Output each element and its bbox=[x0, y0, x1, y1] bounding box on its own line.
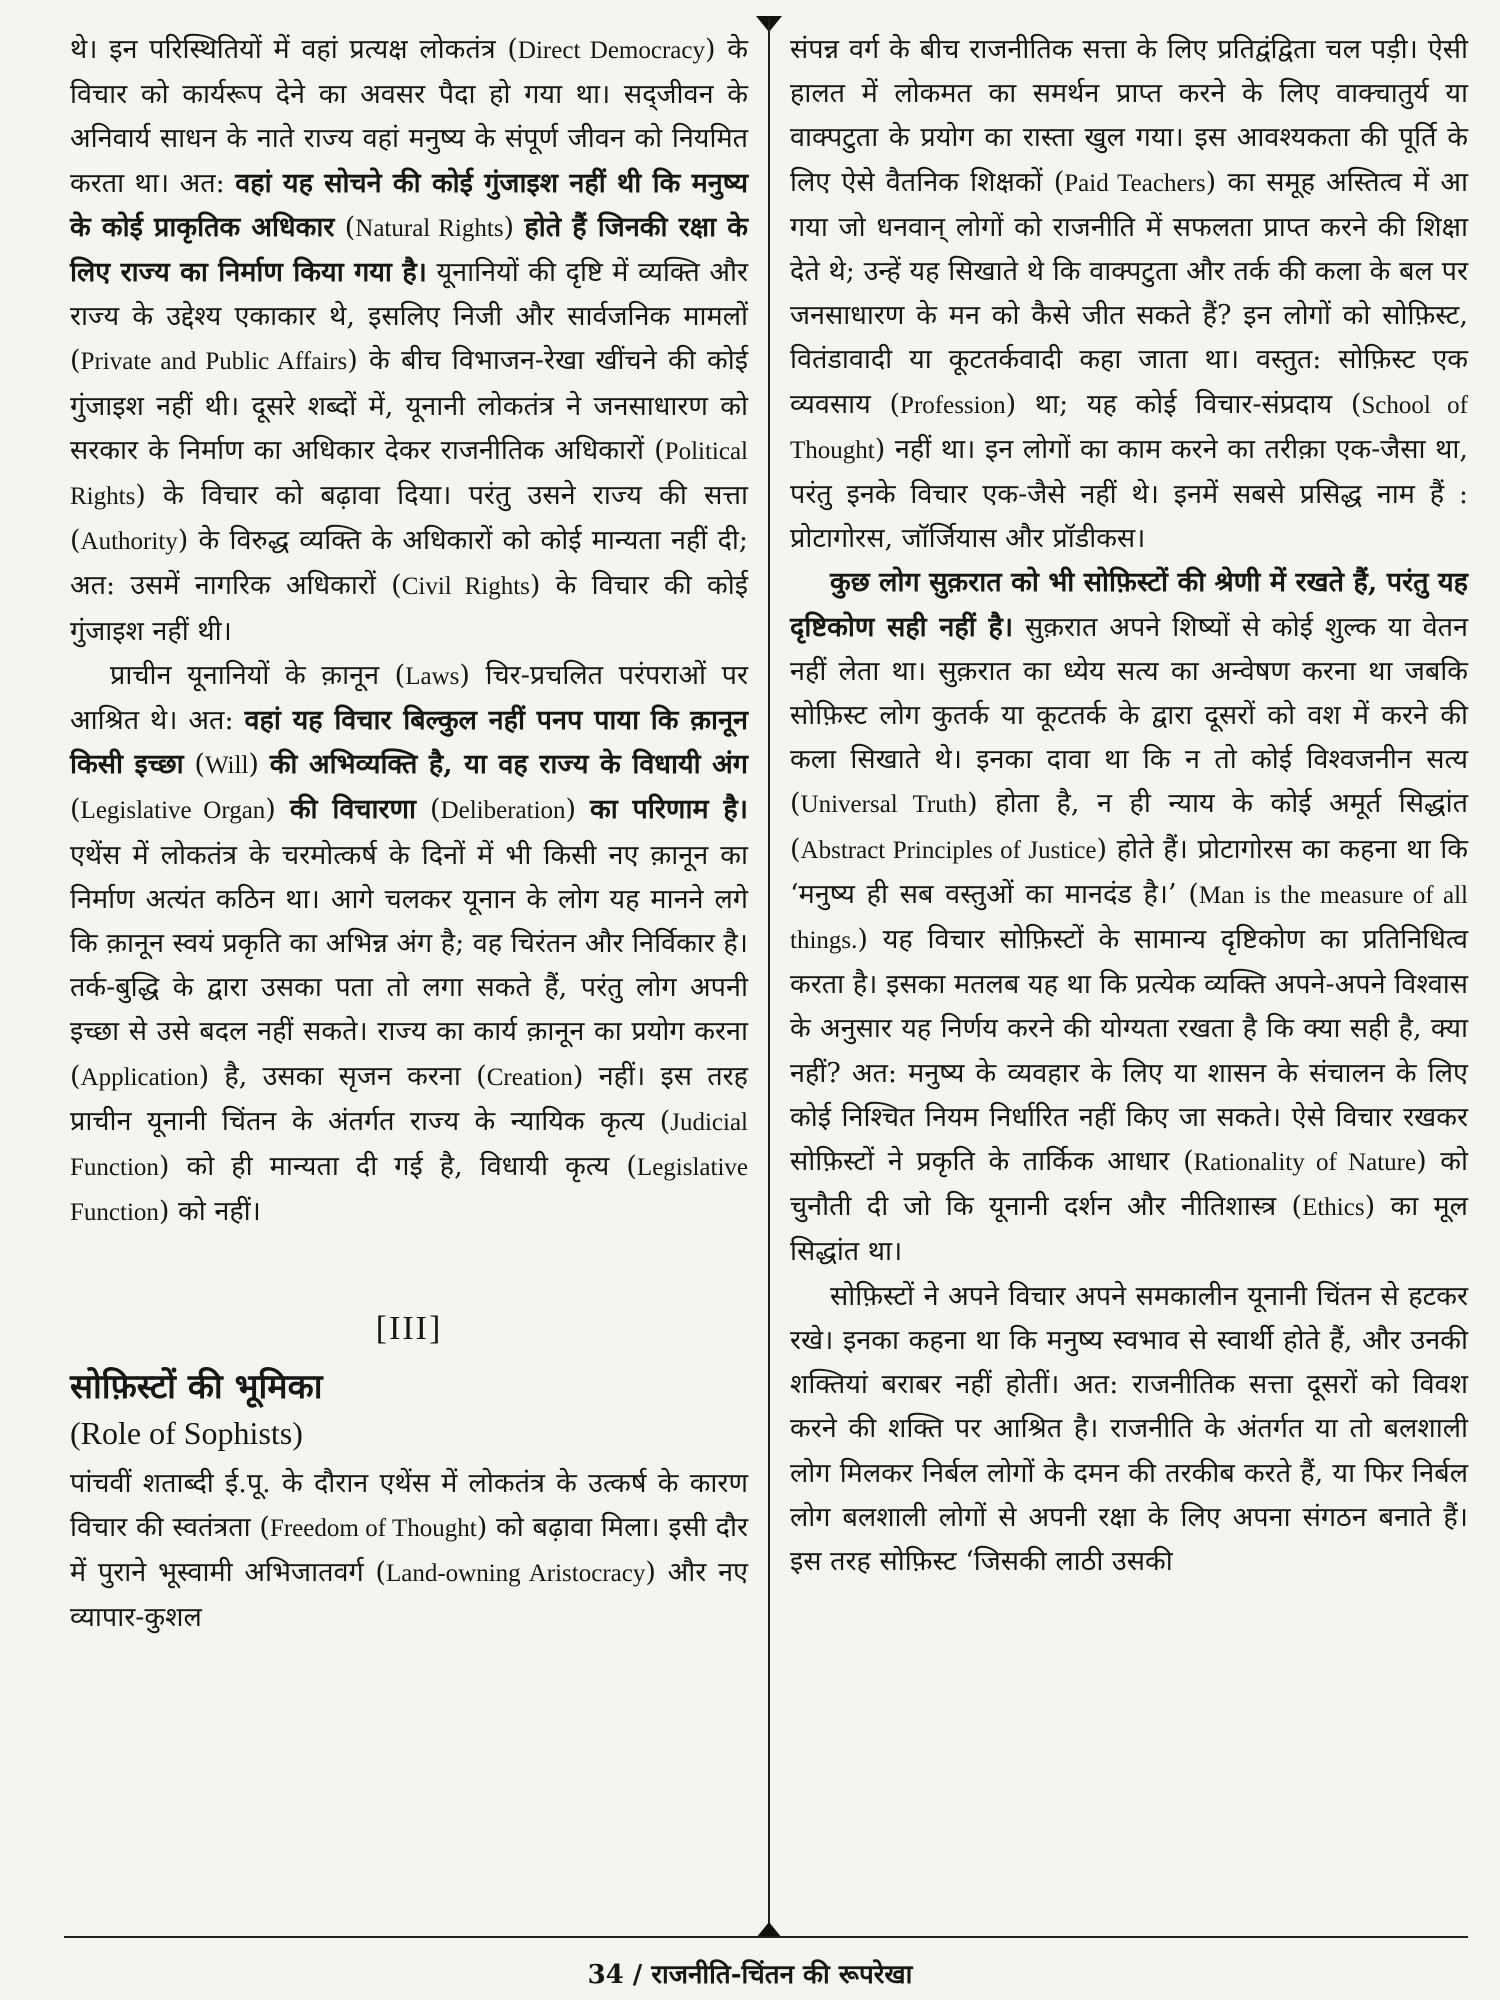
text-run: ) का समूह अस्तित्व में आ गया जो धनवान् लोगों को राजनीति में सफलता प्राप्त करने की शिक्षा देते थे; उन्हें यह सिखाते थे कि वाक्पटुता और तर्क की कला के बल पर जनसाधारण के मन को कैसे जीत सकते हैं? इन लोगों को सोफ़िस्ट, वितंडावादी या कूटतर्कवादी कहा जाता था। वस्तुत: सोफ़िस्ट एक व्यवसाय ( bbox=[790, 166, 1468, 420]
english-term: Deliberation bbox=[440, 797, 566, 825]
english-term: Universal Truth bbox=[800, 791, 968, 819]
english-term: Ethics bbox=[1302, 1194, 1365, 1222]
text-run: संपन्न वर्ग के बीच राजनीतिक सत्ता के लिए प्रतिद्वंद्विता चल पड़ी। ऐसी हालत में लोकमत का समर्थन प्राप्त करने के लिए वाक्चातुर्य या वाक्पटुता के प्रयोग का रास्ता खुल गया। इस आवश्यकता की पूर्ति के लिए ऐसे वैतनिक शिक्षकों ( bbox=[790, 34, 1468, 198]
text-run: ) था; यह कोई विचार-संप्रदाय ( bbox=[1005, 388, 1362, 420]
left-column bbox=[70, 28, 748, 1641]
text-run: ( bbox=[334, 211, 356, 243]
bold-text: का परिणाम है। bbox=[590, 794, 748, 826]
text-run: ) को नहीं। bbox=[158, 1196, 261, 1228]
english-term: Freedom of Thought bbox=[269, 1514, 477, 1542]
text-run: ( bbox=[70, 794, 81, 826]
english-term: Rationality of Nature bbox=[1193, 1149, 1417, 1177]
page-footer: 34 / राजनीति-चिंतन की रूपरेखा bbox=[587, 1960, 913, 1990]
text-run: ) होते हैं। प्रोटागोरस का कहना था कि ‘मनुष्य ही सब वस्तुओं का मानदंड है।’ ( bbox=[790, 833, 1468, 910]
english-term: School of Thought bbox=[790, 391, 1468, 464]
text-run: ) होता है, न ही न्याय के कोई अमूर्त सिद्धांत ( bbox=[790, 788, 1468, 865]
english-term: Paid Teachers bbox=[1064, 169, 1206, 197]
bold-text: होते हैं जिनकी रक्षा के लिए राज्य का निर्माण किया गया है। bbox=[70, 211, 748, 289]
text-run: ) नहीं। इस तरह प्राचीन यूनानी चिंतन के अंतर्गत राज्य के न्यायिक कृत्य ( bbox=[70, 1060, 748, 1137]
paragraph bbox=[790, 561, 1468, 1274]
text-run: ( bbox=[416, 794, 441, 826]
text-run: ) और नए व्यापार-कुशल bbox=[70, 1557, 748, 1634]
text-run: ) के बीच विभाजन-रेखा खींचने की कोई गुंजाइश नहीं थी। दूसरे शब्दों में, यूनानी लोकतंत्र ने जनसाधारण को सरकार के निर्माण का अधिकार देकर राजनीतिक अधिकारों ( bbox=[70, 345, 748, 466]
bold-text: वहां यह विचार बिल्कुल नहीं पनप पाया कि क़ानून किसी इच्छा bbox=[70, 705, 748, 781]
english-term: Legislative Function bbox=[70, 1154, 748, 1227]
bold-text: कुछ लोग सुक़रात को भी सोफ़िस्टों की श्रेणी में रखते हैं, परंतु यह दृष्टिकोण सही नहीं है। bbox=[790, 567, 1468, 643]
text-run: ) को ही मान्यता दी गई है, विधायी कृत्य ( bbox=[158, 1151, 637, 1183]
english-term: Direct Democracy bbox=[517, 37, 705, 64]
text-run: ) के विचार की कोई गुंजाइश नहीं थी। bbox=[70, 570, 748, 647]
english-term: Laws bbox=[405, 662, 460, 690]
text-run: ) के विचार को बढ़ावा दिया। परंतु उसने राज्य की सत्ता ( bbox=[70, 480, 748, 557]
paragraph bbox=[790, 1275, 1468, 1584]
english-term: Application bbox=[80, 1063, 199, 1091]
english-term: Profession bbox=[900, 391, 1006, 419]
english-term: Natural Rights bbox=[355, 214, 504, 242]
text-run: ( bbox=[183, 749, 205, 781]
text-run: यूनानियों की दृष्टि में व्यक्ति और राज्य के उद्देश्य एकाकार थे, इसलिए निजी और सार्वजनिक मामलों ( bbox=[70, 257, 748, 377]
paragraph bbox=[70, 28, 748, 654]
paragraph bbox=[790, 28, 1468, 561]
english-term: Land-owning Aristocracy bbox=[385, 1560, 646, 1588]
text-run: पांचवीं शताब्दी ई.पू. के दौरान एथेंस में लोकतंत्र के उत्कर्ष के कारण विचार की स्वतंत्रता ( bbox=[70, 1467, 748, 1543]
text-run: थे। इन परिस्थितियों में वहां प्रत्यक्ष लोकतंत्र ( bbox=[70, 34, 518, 65]
text-run: सुक़रात अपने शिष्यों से कोई शुल्क या वेतन नहीं लेता था। सुक़रात का ध्येय सत्य का अन्वेषण करना था जबकि सोफ़िस्ट लोग कुतर्क या कूटतर्क के द्वारा दूसरों को वश में करने की कला सिखाते थे। इनका दावा था कि न तो कोई विश्वजनीन सत्य ( bbox=[790, 611, 1468, 820]
text-run: ) है, उसका सृजन करना ( bbox=[198, 1060, 487, 1092]
english-term: Authority bbox=[80, 528, 178, 556]
text-run: ) bbox=[265, 794, 290, 826]
footer-rule bbox=[64, 1936, 1468, 1938]
english-term: Creation bbox=[486, 1063, 573, 1091]
section-title: सोफ़िस्टों की भूमिका bbox=[70, 1366, 323, 1407]
text-run: ) को बढ़ावा मिला। इसी दौर में पुराने भूस्वामी अभिजातवर्ग ( bbox=[70, 1511, 749, 1589]
column-divider bbox=[768, 18, 770, 1933]
paragraph bbox=[70, 1462, 748, 1641]
paragraph bbox=[70, 654, 748, 1236]
text-run: ) को चुनौती दी जो कि यूनानी दर्शन और नीतिशास्त्र ( bbox=[790, 1146, 1468, 1223]
english-term: Judicial Function bbox=[70, 1108, 748, 1182]
text-run: प्राचीन यूनानियों के क़ानून ( bbox=[110, 659, 406, 691]
text-run: ) bbox=[565, 794, 591, 826]
bold-text: की विचारणा bbox=[289, 794, 417, 826]
right-column bbox=[790, 28, 1468, 1584]
text-run: सोफ़िस्टों ने अपने विचार अपने समकालीन यूनानी चिंतन से हटकर रखे। इनका कहना था कि मनुष्य स्वभाव से स्वार्थी होते हैं, और उनकी शक्तियां बराबर नहीं होतीं। अत: राजनीतिक सत्ता दूसरों को विवश करने की शक्ति पर आश्रित है। राजनीति के अंतर्गत या तो बलशाली लोग मिलकर निर्बल लोगों के दमन की तरकीब करते हैं, या फिर निर्बल लोग बलशाली लोगों से अपनी रक्षा के लिए अपना संगठन बनाते हैं। इस तरह सोफ़िस्ट ‘जिसकी लाठी उसकी bbox=[790, 1280, 1468, 1577]
section-number: [III] bbox=[375, 1310, 443, 1348]
text-run: एथेंस में लोकतंत्र के चरमोत्कर्ष के दिनों में भी किसी नए क़ानून का निर्माण अत्यंत कठिन था। आगे चलकर यूनान के लोग यह मानने लगे कि क़ानून स्वयं प्रकृति का अभिन्न अंग है; वह चिरंतन और निर्विकार है। तर्क-बुद्धि के द्वारा उसका पता तो लगा सकते हैं, परंतु लोग अपनी इच्छा से उसे बदल नहीं सकते। राज्य का कार्य क़ानून का प्रयोग करना ( bbox=[70, 839, 748, 1092]
text-run: ) bbox=[248, 749, 270, 781]
text-run: ) bbox=[503, 211, 525, 243]
text-run: ) चिर-प्रचलित परंपराओं पर आश्रित थे। अत: bbox=[70, 659, 749, 737]
english-term: Private and Public Affairs bbox=[80, 348, 348, 376]
english-term: Civil Rights bbox=[401, 573, 530, 601]
english-term: Abstract Principles of Justice bbox=[800, 836, 1097, 864]
english-term: Will bbox=[204, 752, 249, 780]
text-run: ) का मूल सिद्धांत था। bbox=[790, 1191, 1468, 1268]
text-run: ) के विरुद्ध व्यक्ति के अधिकारों को कोई मान्यता नहीं दी; अत: उसमें नागरिक अधिकारों ( bbox=[70, 525, 748, 602]
text-run: ) के विचार को कार्यरूप देने का अवसर पैदा हो गया था। सद्जीवन के अनिवार्य साधन के नाते राज्य वहां मनुष्य के संपूर्ण जीवन को नियमित करता था। अत: bbox=[70, 34, 748, 199]
english-term: Man is the measure of all things. bbox=[790, 881, 1468, 955]
text-run: ) यह विचार सोफ़िस्टों के सामान्य दृष्टिकोण का प्रतिनिधित्व करता है। इसका मतलब यह था कि प्रत्येक व्यक्ति अपने-अपने विश्वास के अनुसार यह निर्णय करने की योग्यता रखता है कि क्या सही है, क्या नहीं? अत: मनुष्य के व्यवहार के लिए या शासन के संचालन के लिए कोई निश्चित नियम निर्धारित नहीं किए जा सकते। ऐसे विचार रखकर सोफ़िस्टों ने प्रकृति के तार्किक आधार ( bbox=[790, 924, 1468, 1178]
bold-text: की अभिव्यक्ति है, या वह राज्य के विधायी अंग bbox=[269, 749, 748, 781]
section-subtitle: (Role of Sophists) bbox=[70, 1414, 303, 1451]
bold-text: वहां यह सोचने की कोई गुंजाइश नहीं थी कि मनुष्य के कोई प्राकृतिक अधिकार bbox=[70, 167, 748, 243]
english-term: Political Rights bbox=[70, 437, 748, 511]
english-term: Legislative Organ bbox=[80, 797, 266, 825]
text-run: ) नहीं था। इन लोगों का काम करने का तरीक़ा एक-जैसा था, परंतु इनके विचार एक-जैसे नहीं थे। इनमें सबसे प्रसिद्ध नाम हैं : प्रोटागोरस, जॉर्जियास और प्रॉडीकस। bbox=[790, 433, 1468, 555]
